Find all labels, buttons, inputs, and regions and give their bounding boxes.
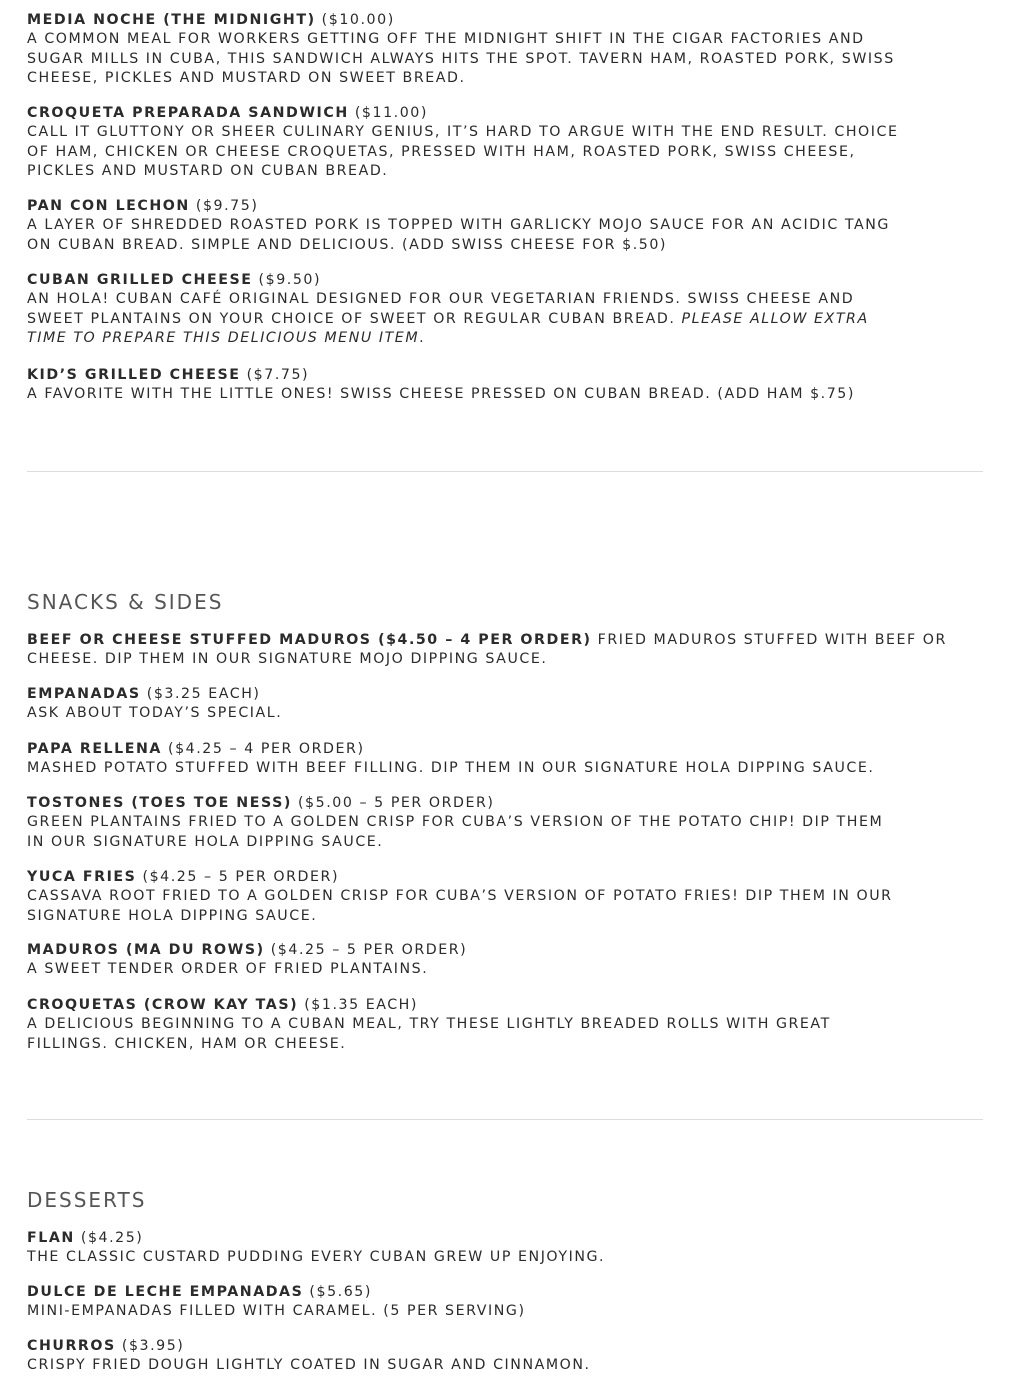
item-name: CUBAN GRILLED CHEESE — [27, 272, 253, 288]
item-description: MASHED POTATO STUFFED WITH BEEF FILLING. DIP THEM IN OUR SIGNATURE HOLA DIPPING SAUCE. — [27, 760, 875, 777]
item-description: CALL IT GLUTTONY OR SHEER CULINARY GENIUS, IT’S HARD TO ARGUE WITH THE END RESULT. CHOICE — [27, 124, 899, 141]
item-description: OF HAM, CHICKEN OR CHEESE CROQUETAS, PRESSED WITH HAM, ROASTED PORK, SWISS CHEESE, — [27, 143, 856, 160]
item-description: SWEET PLANTAINS ON YOUR CHOICE OF SWEET OR REGULAR CUBAN BREAD. — [27, 310, 682, 327]
item-description: A DELICIOUS BEGINNING TO A CUBAN MEAL, TRY THESE LIGHTLY BREADED ROLLS WITH GREAT — [27, 1016, 831, 1033]
menu-item-papa-rellena — [27, 740, 987, 779]
menu-item-media-noche — [27, 11, 987, 89]
item-description: A COMMON MEAL FOR WORKERS GETTING OFF THE MIDNIGHT SHIFT IN THE CIGAR FACTORIES AND — [27, 31, 865, 48]
item-description: AN HOLA! CUBAN CAFÉ ORIGINAL DESIGNED FOR OUR VEGETARIAN FRIENDS. SWISS CHEESE AND — [27, 291, 855, 308]
item-price: ($10.00) — [315, 12, 395, 28]
item-name: CROQUETA PREPARADA SANDWICH — [27, 105, 349, 121]
menu-item-stuffed-maduros — [27, 631, 987, 670]
item-price: ($4.25 – 5 PER ORDER) — [264, 942, 468, 958]
menu-item-dulce-de-leche-empanadas — [27, 1283, 987, 1322]
item-name: FLAN — [27, 1230, 75, 1246]
item-description: SUGAR MILLS IN CUBA, THIS SANDWICH ALWAYS HITS THE SPOT. TAVERN HAM, ROASTED PORK, SWISS — [27, 50, 895, 67]
item-name: PAPA RELLENA — [27, 741, 162, 757]
item-description: A FAVORITE WITH THE LITTLE ONES! SWISS CHEESE PRESSED ON CUBAN BREAD. (ADD HAM $.75) — [27, 386, 855, 403]
item-note: PLEASE ALLOW EXTRA — [681, 310, 869, 327]
item-name: EMPANADAS — [27, 686, 141, 702]
item-price: ($3.95) — [115, 1338, 185, 1354]
item-note: TIME TO PREPARE THIS DELICIOUS MENU ITEM — [27, 330, 420, 347]
menu-item-empanadas — [27, 685, 987, 724]
menu-item-flan — [27, 1229, 987, 1268]
item-description: ON CUBAN BREAD. SIMPLE AND DELICIOUS. (ADD SWISS CHEESE FOR $.50) — [27, 236, 667, 253]
item-description: FRIED MADUROS STUFFED WITH BEEF OR — [591, 632, 947, 648]
item-name: TOSTONES (TOES TOE NESS) — [27, 795, 292, 811]
item-description: CASSAVA ROOT FRIED TO A GOLDEN CRISP FOR CUBA’S VERSION OF POTATO FRIES! DIP THEM IN OUR — [27, 888, 893, 905]
item-description: THE CLASSIC CUSTARD PUDDING EVERY CUBAN GREW UP ENJOYING. — [27, 1249, 606, 1266]
item-description: CHEESE, PICKLES AND MUSTARD ON SWEET BREAD. — [27, 70, 466, 87]
item-name: YUCA FRIES — [27, 869, 137, 885]
item-description: CHEESE. DIP THEM IN OUR SIGNATURE MOJO DIPPING SAUCE. — [27, 651, 548, 668]
item-name: MEDIA NOCHE (THE MIDNIGHT) — [27, 12, 316, 28]
item-price: ($5.00 – 5 PER ORDER) — [291, 795, 495, 811]
item-price: ($5.65) — [303, 1284, 372, 1300]
item-name: BEEF OR CHEESE STUFFED MADUROS ($4.50 – 4 PER ORDER) — [27, 632, 592, 648]
item-price: ($7.75) — [240, 367, 310, 383]
item-description: FILLINGS. CHICKEN, HAM OR CHEESE. — [27, 1035, 347, 1052]
menu-item-churros — [27, 1337, 987, 1376]
item-description: ASK ABOUT TODAY’S SPECIAL. — [27, 705, 283, 722]
menu-item-croqueta-preparada — [27, 104, 987, 182]
item-price: ($4.25) — [74, 1230, 144, 1246]
section-divider — [27, 471, 983, 472]
item-price: ($9.75) — [189, 198, 259, 214]
item-description: A SWEET TENDER ORDER OF FRIED PLANTAINS. — [27, 961, 429, 978]
item-description: IN OUR SIGNATURE HOLA DIPPING SAUCE. — [27, 833, 384, 850]
item-name: CROQUETAS (CROW KAY TAS) — [27, 997, 299, 1013]
item-description: CRISPY FRIED DOUGH LIGHTLY COATED IN SUGAR AND CINNAMON. — [27, 1357, 591, 1374]
menu-item-yuca-fries — [27, 868, 987, 926]
menu-item-maduros — [27, 941, 987, 980]
menu-item-croquetas — [27, 996, 987, 1054]
item-price: ($3.25 EACH) — [140, 686, 261, 702]
section-heading-desserts: DESSERTS — [27, 1188, 147, 1212]
item-price: ($1.35 EACH) — [298, 997, 418, 1013]
section-heading-snacks: SNACKS & SIDES — [27, 590, 224, 614]
item-description: SIGNATURE HOLA DIPPING SAUCE. — [27, 907, 318, 924]
menu-item-tostones — [27, 794, 987, 852]
item-price: ($4.25 – 5 PER ORDER) — [136, 869, 340, 885]
menu-item-kids-grilled-cheese — [27, 366, 987, 405]
item-price: ($11.00) — [348, 105, 428, 121]
item-price: ($4.25 – 4 PER ORDER) — [161, 741, 365, 757]
item-description: PICKLES AND MUSTARD ON CUBAN BREAD. — [27, 163, 389, 180]
item-name: KID’S GRILLED CHEESE — [27, 367, 241, 383]
item-description: A LAYER OF SHREDDED ROASTED PORK IS TOPPED WITH GARLICKY MOJO SAUCE FOR AN ACIDIC TANG — [27, 217, 890, 234]
item-price: ($9.50) — [252, 272, 322, 288]
item-description: GREEN PLANTAINS FRIED TO A GOLDEN CRISP FOR CUBA’S VERSION OF THE POTATO CHIP! DIP THEM — [27, 814, 884, 831]
menu-item-cuban-grilled-cheese — [27, 271, 987, 349]
item-name: CHURROS — [27, 1338, 116, 1354]
item-name: MADUROS (MA DU ROWS) — [27, 942, 265, 958]
item-name: DULCE DE LECHE EMPANADAS — [27, 1284, 304, 1300]
menu-item-pan-con-lechon — [27, 197, 987, 255]
item-description: MINI-EMPANADAS FILLED WITH CARAMEL. (5 PER SERVING) — [27, 1303, 526, 1320]
section-divider — [27, 1119, 983, 1120]
item-name: PAN CON LECHON — [27, 198, 190, 214]
item-description: . — [419, 330, 426, 347]
